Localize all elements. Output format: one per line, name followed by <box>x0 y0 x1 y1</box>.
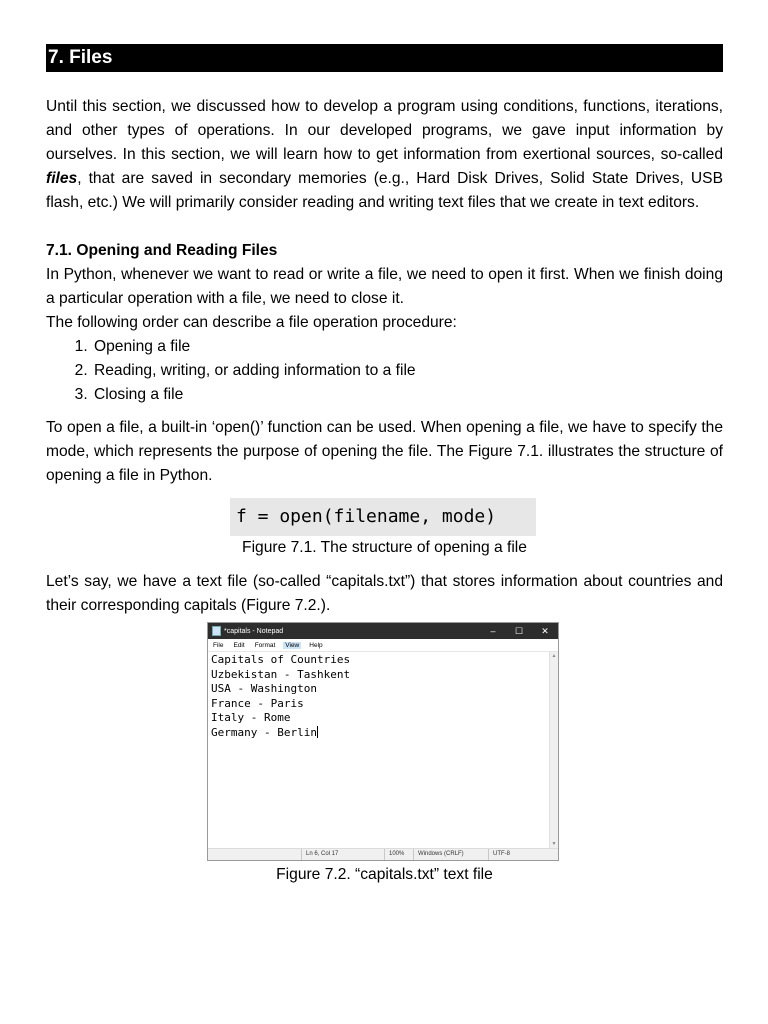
status-zoom: 100% <box>384 849 404 860</box>
notepad-text-area <box>210 653 548 846</box>
text-line: Italy - Rome <box>211 711 291 724</box>
menu-file: File <box>213 641 224 649</box>
text-line: France - Paris <box>211 696 304 710</box>
text-line: Uzbekistan - Tashkent <box>211 667 351 681</box>
intro-text-after: , that are saved in secondary memories (e.g., Hard Disk Drives, Solid State Drives, USB flash, etc.) We will primarily consider reading and writing text files that we create in text editors. <box>46 170 723 211</box>
status-encoding: UTF-8 <box>488 849 510 860</box>
code-snippet: f = open(filename, mode) <box>230 498 536 536</box>
status-position: Ln 6, Col 17 <box>301 849 338 860</box>
notepad-menu-bar <box>208 639 558 652</box>
minimize-icon: – <box>490 626 496 636</box>
menu-edit: Edit <box>233 641 245 649</box>
notepad-title-bar <box>208 623 558 639</box>
section-title: 7.1. Opening and Reading Files <box>46 242 278 259</box>
text-line: USA - Washington <box>211 682 317 695</box>
section-paragraph-2: The following order can describe a file operation procedure: <box>46 314 457 331</box>
notepad-scrollbar <box>549 652 558 848</box>
intro-paragraph <box>46 95 723 215</box>
chapter-title: 7. Files <box>46 44 723 72</box>
list-item: 3. Closing a file <box>92 383 723 407</box>
window-controls <box>480 623 558 639</box>
document-page <box>46 44 723 887</box>
menu-format: Format <box>254 641 276 649</box>
section-paragraph-1: In Python, whenever we want to read or write a file, we need to open it first. When we finish doing a particular operation with a file, we need to close it. <box>46 266 723 307</box>
list-item: 1. Opening a file <box>92 335 723 359</box>
capitals-paragraph: Let’s say, we have a text file (so-called “capitals.txt”) that stores information about countries and their corresponding capitals (Figure 7.2.). <box>46 573 723 614</box>
notepad-screenshot <box>207 622 559 861</box>
procedure-list <box>46 335 723 407</box>
maximize-icon: ☐ <box>514 626 524 636</box>
figure-2-caption: Figure 7.2. “capitals.txt” text file <box>276 866 493 883</box>
menu-help: Help <box>309 641 323 649</box>
menu-view: View <box>285 641 300 649</box>
notepad-title: *capitals - Notepad <box>224 627 284 635</box>
list-item: 2. Reading, writing, or adding information to a file <box>92 359 723 383</box>
status-line-ending: Windows (CRLF) <box>413 849 464 860</box>
scroll-up-icon: ▲ <box>551 653 557 659</box>
text-caret <box>317 726 318 738</box>
text-line: Germany - Berlin <box>211 725 317 739</box>
intro-text-before: Until this section, we discussed how to develop a program using conditions, functions, iterations, and other types of operations. In our developed programs, we gave input information by ourselves. In this section, we will learn how to get information from exertional sources, so-called <box>46 98 723 163</box>
text-line: Capitals of Countries <box>211 653 351 666</box>
scroll-down-icon: ▼ <box>551 841 557 847</box>
figure-1-caption: Figure 7.1. The structure of opening a file <box>242 539 527 556</box>
close-icon: ✕ <box>541 626 549 636</box>
notepad-status-bar <box>208 848 558 860</box>
notepad-app-icon <box>212 626 221 636</box>
section-paragraph-3: To open a file, a built-in ‘open()’ function can be used. When opening a file, we have to specify the mode, which represents the purpose of opening the file. The Figure 7.1. illustrates the structure of opening a file in Python. <box>46 419 723 484</box>
intro-emphasis: files <box>46 170 78 187</box>
